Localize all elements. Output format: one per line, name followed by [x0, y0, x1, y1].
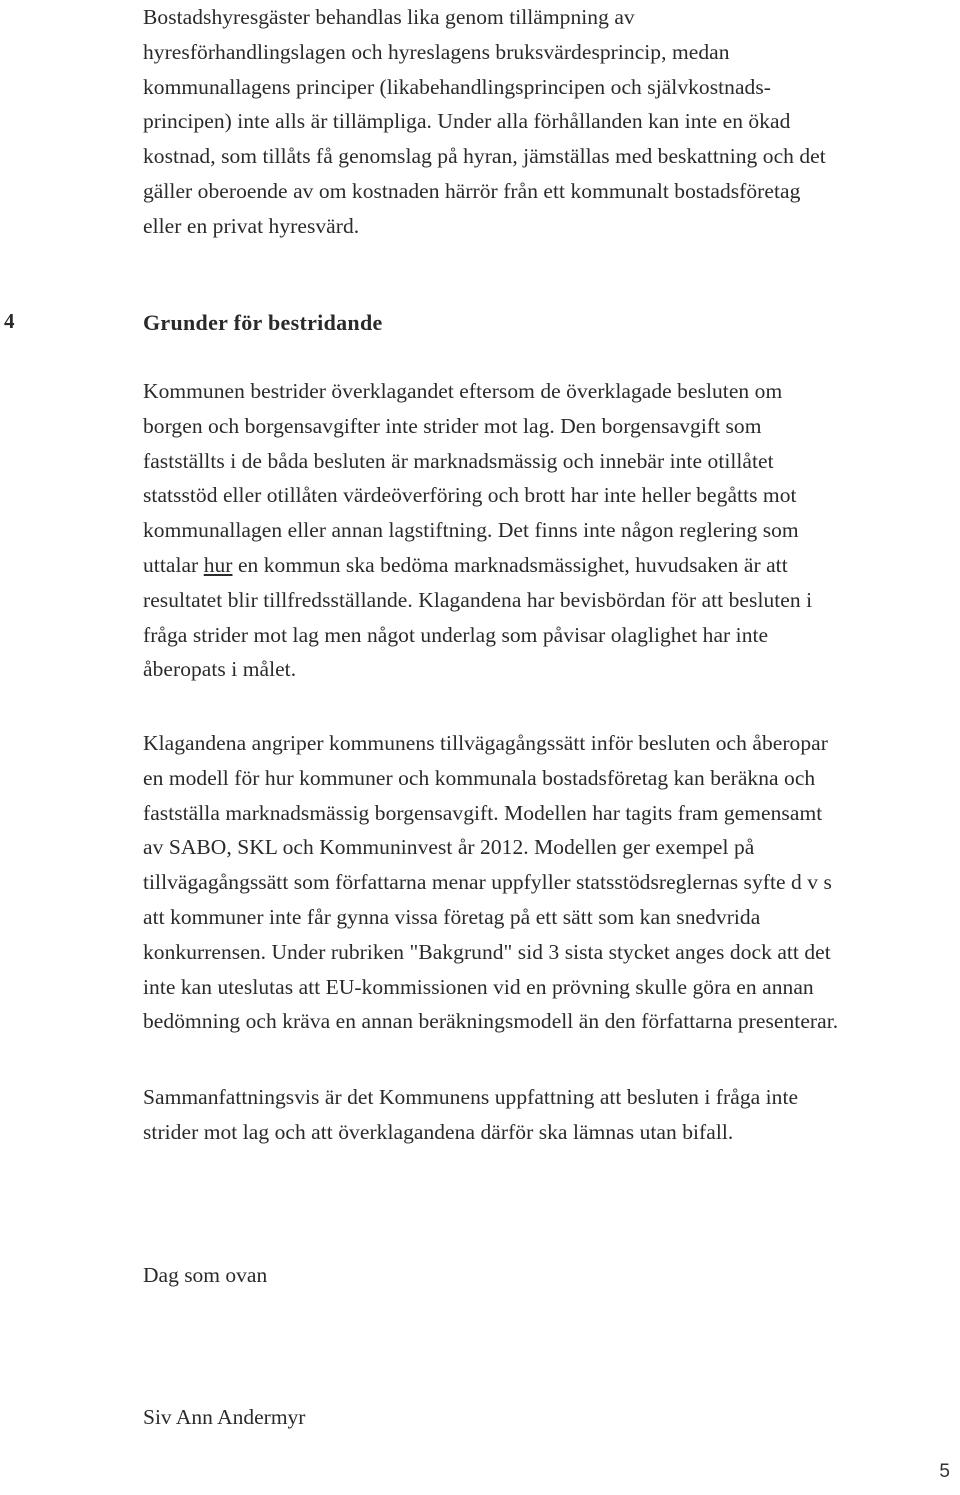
paragraph-1-line-4: principen) inte alls är tillämpliga. Under alla förhållanden kan inte en ökad: [143, 109, 791, 134]
paragraph-2-line-3: fastställts i de båda besluten är marknadsmässig och innebär inte otillåtet: [143, 448, 774, 473]
date-line: Dag som ovan: [143, 1263, 268, 1287]
page-number: 5: [939, 1461, 950, 1482]
paragraph-4-line-2: strider mot lag och att överklagandena därför ska lämnas utan bifall.: [143, 1119, 734, 1144]
paragraph-3-line-8: inte kan uteslutas att EU-kommissionen vid en prövning skulle göra en annan: [143, 974, 814, 999]
paragraph-3-line-6: att kommuner inte får gynna vissa företag på ett sätt som kan snedvrida: [143, 904, 761, 929]
paragraph-1: [143, 0, 943, 244]
paragraph-2-line-2: borgen och borgensavgifter inte strider mot lag. Den borgensavgift som: [143, 413, 762, 438]
paragraph-3-line-2: en modell för hur kommuner och kommunala bostadsföretag kan beräkna och: [143, 765, 816, 790]
paragraph-3-line-1: Klagandena angriper kommunens tillvägagångssätt inför besluten och åberopar: [143, 731, 828, 755]
paragraph-3-line-5: tillvägagångssätt som författarna menar uppfyller statsstödsreglernas syfte d v s: [143, 870, 832, 895]
paragraph-3-line-9: bedömning och kräva en annan beräkningsmodell än den författarna presenterar.: [143, 1009, 839, 1034]
paragraph-2-line-7: resultatet blir tillfredsställande. Klagandena har bevisbördan för att besluten i: [143, 587, 813, 612]
paragraph-1-line-7: eller en privat hyresvärd.: [143, 213, 360, 238]
paragraph-2-line-8: fråga strider mot lag men något underlag som påvisar olaglighet har inte: [143, 622, 769, 647]
paragraph-4: [143, 1080, 943, 1150]
paragraph-1-line-2: hyresförhandlingslagen och hyreslagens bruksvärdesprincip, medan: [143, 39, 730, 64]
paragraph-3-line-3: fastställa marknadsmässig borgensavgift. Modellen har tagits fram gemensamt: [143, 800, 823, 825]
paragraph-3-line-4: av SABO, SKL och Kommuninvest år 2012. Modellen ger exempel på: [143, 835, 755, 860]
paragraph-1-line-1: Bostadshyresgäster behandlas lika genom tillämpning av: [143, 5, 635, 29]
underlined-word-hur: hur: [203, 552, 233, 577]
section-number: 4: [4, 309, 15, 333]
line-6-suffix: en kommun ska bedöma marknadsmässighet, huvudsaken är att: [232, 552, 788, 577]
paragraph-2-line-4: statsstöd eller otillåten värdeöverföring och brott har inte heller begåtts mot: [143, 483, 797, 508]
paragraph-2-line-6: [143, 548, 943, 583]
paragraph-2-line-1: Kommunen bestrider överklagandet eftersom de överklagade besluten om: [143, 379, 783, 403]
section-title: Grunder för bestridande: [143, 310, 383, 335]
paragraph-3: [143, 726, 943, 1039]
paragraph-3-line-7: konkurrensen. Under rubriken "Bakgrund" sid 3 sista stycket anges dock att det: [143, 939, 831, 964]
signature-name: Siv Ann Andermyr: [143, 1405, 306, 1429]
paragraph-1-line-6: gäller oberoende av om kostnaden härrör från ett kommunalt bostadsföretag: [143, 178, 801, 203]
paragraph-2: [143, 374, 943, 687]
paragraph-1-line-5: kostnad, som tillåts få genomslag på hyran, jämställas med beskattning och det: [143, 144, 826, 169]
line-6-prefix: uttalar: [143, 552, 204, 577]
paragraph-2-line-5: kommunallagen eller annan lagstiftning. Det finns inte någon reglering som: [143, 518, 799, 543]
paragraph-2-line-9: åberopats i målet.: [143, 657, 297, 682]
paragraph-4-line-1: Sammanfattningsvis är det Kommunens uppfattning att besluten i fråga inte: [143, 1085, 799, 1109]
paragraph-1-line-3: kommunallagens principer (likabehandlingsprincipen och självkostnads-: [143, 74, 771, 99]
